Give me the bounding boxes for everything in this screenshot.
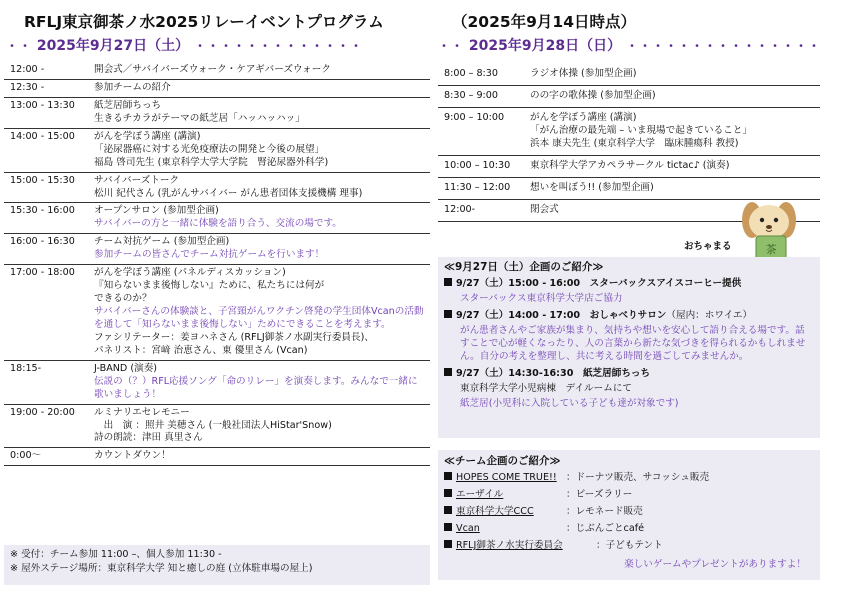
bullet-square-icon xyxy=(444,310,452,318)
schedule-body xyxy=(94,407,426,446)
schedule-row xyxy=(438,64,820,86)
schedule-time: 16:00 - 16:30 xyxy=(10,236,75,248)
schedule-time: 11:30 – 12:00 xyxy=(444,181,511,193)
schedule-body xyxy=(94,205,426,231)
bullet-square-icon xyxy=(444,540,452,548)
venue-note: ※ 屋外ステージ場所：東京科学大学 知と癒しの庭 (立体駐車場の屋上) xyxy=(10,562,313,574)
schedule-line: 紙芝居師ちっち xyxy=(94,99,162,111)
team-row xyxy=(444,506,814,519)
day-header-saturday: ・・ 2025年9月27日（土） ・・・・・・・・・・・・・ xyxy=(6,38,363,54)
schedule-line: ファシリテーター：姜ヨハネさん (RFLJ御茶ノ水副実行委員長)、 xyxy=(94,331,374,343)
schedule-row xyxy=(438,156,820,178)
schedule-row xyxy=(438,86,820,108)
schedule-line: 想いを叫ぼう!! (参加型企画) xyxy=(530,181,654,193)
schedule-row xyxy=(4,80,430,98)
team-name[interactable]: エーザイル xyxy=(456,489,504,501)
schedule-row xyxy=(4,129,430,173)
schedule-desc: サバイバーの方と一緒に体験を語り合う、交流の場です。 xyxy=(94,218,342,230)
schedule-line: J-BAND (演奏) xyxy=(94,362,158,374)
schedule-line: サバイバーズトーク xyxy=(94,174,180,186)
schedule-time: 15:00 - 15:30 xyxy=(10,174,75,186)
bullet-square-icon xyxy=(444,278,452,286)
schedule-line: がんを学ぼう講座 (講演) xyxy=(530,111,637,123)
schedule-line: 詩の朗読：津田 真里さん xyxy=(94,432,203,444)
team-name[interactable]: HOPES COME TRUE!! xyxy=(456,472,557,484)
schedule-desc: 伝説の（？）RFL応援ソング「命のリレー」を演奏します。みんなで一緒に歌いましょう！ xyxy=(94,375,418,400)
team-name[interactable]: RFLJ御茶ノ水実行委員会 xyxy=(456,540,563,552)
schedule-row xyxy=(4,234,430,265)
team-activity: ：子どもテント xyxy=(596,540,663,552)
reception-note: ※ 受付：チーム参加 11:00 –、個人参加 11:30 - xyxy=(10,549,222,560)
schedule-body xyxy=(94,82,426,95)
schedule-row xyxy=(4,203,430,234)
team-closing-note: 楽しいゲームやプレゼントがありますよ！ xyxy=(624,559,806,571)
schedule-line: パネリスト：宮﨑 治恵さん、東 優里さん (Vcan) xyxy=(94,344,308,356)
team-activity: ：ビーズラリー xyxy=(566,489,633,501)
schedule-body xyxy=(94,100,426,126)
bullet-square-icon xyxy=(444,506,452,514)
schedule-time: 8:00 – 8:30 xyxy=(444,68,498,79)
schedule-row xyxy=(438,108,820,156)
schedule-time: 9:00 – 10:00 xyxy=(444,111,505,123)
schedule-line: がんを学ぼう講座 (講演) xyxy=(94,130,201,142)
bullet-square-icon xyxy=(444,523,452,531)
schedule-body xyxy=(530,112,816,151)
mascot-label: おちゃまる xyxy=(684,241,732,252)
schedule-body xyxy=(530,90,816,103)
team-activity: ：じぶんごとcafé xyxy=(566,523,644,535)
team-row xyxy=(444,472,814,485)
schedule-line: 『知らないまま後悔しない』ために、私たちには何が xyxy=(94,280,325,292)
schedule-line: がんを学ぼう講座 (パネルディスカッション) xyxy=(94,267,286,279)
schedule-line: 福島 啓司先生 (東京科学大学大学院 腎泌尿器外科学) xyxy=(94,156,329,168)
schedule-time: 14:00 - 15:00 xyxy=(10,130,75,142)
saturday-events-heading: ≪9月27日（土）企画のご紹介≫ xyxy=(444,261,604,273)
schedule-body xyxy=(94,64,426,77)
program-title xyxy=(10,10,830,34)
schedule-body xyxy=(94,236,426,262)
saturday-date: 2025年9月27日（土） xyxy=(36,38,190,54)
page-title: RFLJ東京御茶ノ水2025リレーイベントプログラム xyxy=(24,13,384,31)
schedule-line: 「泌尿器癌に対する光免疫療法の開発と今後の展望」 xyxy=(94,143,325,155)
schedule-row xyxy=(4,62,430,80)
schedule-line: 参加チームの紹介 xyxy=(94,81,171,93)
event-starbucks-sponsor: スターバックス東京科学大学店ご協力 xyxy=(460,293,623,305)
saturday-schedule xyxy=(4,62,430,466)
schedule-body xyxy=(94,267,426,358)
team-name[interactable]: 東京科学大学CCC xyxy=(456,506,534,518)
schedule-time: 12:30 - xyxy=(10,81,45,93)
as-of-date: （2025年9月14日時点） xyxy=(452,13,636,31)
schedule-line: 出 演 ：照井 美穂さん (一般社団法人HiStar'Snow) xyxy=(94,419,332,431)
sunday-date: 2025年9月28日（日） xyxy=(468,38,622,54)
team-activity: ：ドーナツ販売、サコッシュ販売 xyxy=(566,472,710,484)
bullet-square-icon xyxy=(444,489,452,497)
schedule-time: 19:00 - 20:00 xyxy=(10,406,75,418)
schedule-row xyxy=(4,98,430,129)
saturday-events-panel xyxy=(438,257,820,438)
team-name[interactable]: Vcan xyxy=(456,523,480,535)
event-kamishibai-place: 東京科学大学小児病棟 デイルームにて xyxy=(460,382,633,394)
schedule-time: 10:00 – 10:30 xyxy=(444,159,511,171)
schedule-line: 東京科学大学アカペラサークル tictac♪ (演奏) xyxy=(530,159,730,171)
event-kamishibai-note: 紙芝居(小児科に入院している子ども達が対象です) xyxy=(460,397,679,409)
schedule-line: 生きるチカラがテーマの紙芝居「ハッハッハッ」 xyxy=(94,112,305,124)
schedule-line: のの字の歌体操 (参加型企画) xyxy=(530,89,656,101)
event-salon: 9/27（土）14:00 - 17:00 おしゃべりサロン（屋内：ホワイエ） xyxy=(444,310,814,323)
schedule-time: 12:00 - xyxy=(10,64,45,75)
team-events-heading: ≪チーム企画のご紹介≫ xyxy=(444,455,561,467)
team-activity: ：レモネード販売 xyxy=(566,506,643,518)
svg-text:茶: 茶 xyxy=(765,243,777,256)
team-row xyxy=(444,489,814,502)
event-starbucks: 9/27（土）15:00 - 16:00 スターバックスアイスコーヒー提供 xyxy=(444,278,814,291)
schedule-line: できるのか？ xyxy=(94,293,152,305)
schedule-row xyxy=(4,361,430,405)
schedule-time: 12:00- xyxy=(444,203,476,215)
schedule-line: オープンサロン (参加型企画) xyxy=(94,205,219,217)
schedule-body xyxy=(94,175,426,201)
bullet-square-icon xyxy=(444,368,452,376)
schedule-line: 閉会式 xyxy=(530,203,559,215)
schedule-line: 「がん治療の最先端 – いま現場で起きていること」 xyxy=(530,124,752,136)
schedule-time: 8:30 – 9:00 xyxy=(444,89,498,101)
schedule-body xyxy=(530,160,816,173)
schedule-time: 13:00 - 13:30 xyxy=(10,99,75,111)
schedule-line: 浜本 康夫先生 (東京科学大学 臨床腫瘍科 教授) xyxy=(530,137,739,149)
schedule-body xyxy=(94,131,426,170)
event-salon-desc: がん患者さんやご家族が集まり、気持ちや想いを安心して語り合える場です。話すことで心が軽くなったり、人の言葉から新たな気づきを得られるかもしれません。自分の考えを整理し、共に考える時間を過ごしてみませんか。 xyxy=(460,324,806,362)
schedule-time: 0:00～ xyxy=(10,450,42,462)
team-row xyxy=(444,523,814,536)
schedule-row xyxy=(4,405,430,449)
schedule-time: 18:15- xyxy=(10,362,42,374)
team-row xyxy=(444,540,814,553)
schedule-line: チーム対抗ゲーム (参加型企画) xyxy=(94,236,230,248)
saturday-notes xyxy=(4,545,430,585)
schedule-body xyxy=(530,182,816,195)
schedule-row xyxy=(4,173,430,204)
schedule-row xyxy=(4,448,430,466)
bullet-square-icon xyxy=(444,472,452,480)
schedule-desc: サバイバーさんの体験談と、子宮頸がんワクチン啓発の学生団体Vcanの活動を通して「知らないまま後悔しない」ためにできることを考えます。 xyxy=(94,306,424,330)
schedule-desc: 参加チームの皆さんでチーム対抗ゲームを行います！ xyxy=(94,249,325,261)
schedule-time: 15:30 - 16:00 xyxy=(10,205,75,217)
schedule-line: 松川 紀代さん (乳がんサバイバー がん患者団体支援機構 理事) xyxy=(94,187,363,199)
schedule-body xyxy=(530,68,816,81)
schedule-time: 17:00 - 18:00 xyxy=(10,267,75,279)
day-header-sunday: ・・ 2025年9月28日（日） ・・・・・・・・・・・・・・・ xyxy=(438,38,821,54)
ochamaru-mascot-icon xyxy=(724,196,810,262)
schedule-row xyxy=(4,265,430,361)
schedule-body xyxy=(94,363,426,402)
schedule-line: ラジオ体操 (参加型企画) xyxy=(530,68,637,79)
schedule-line: 開会式／サバイバーズウォーク・ケアギバーズウォーク xyxy=(94,64,331,75)
schedule-body xyxy=(94,450,426,463)
event-kamishibai: 9/27（土）14:30-16:30 紙芝居師ちっち xyxy=(444,368,814,381)
schedule-line: カウントダウン！ xyxy=(94,450,171,462)
schedule-line: ルミナリエセレモニー xyxy=(94,406,190,418)
team-events-panel xyxy=(438,450,820,580)
